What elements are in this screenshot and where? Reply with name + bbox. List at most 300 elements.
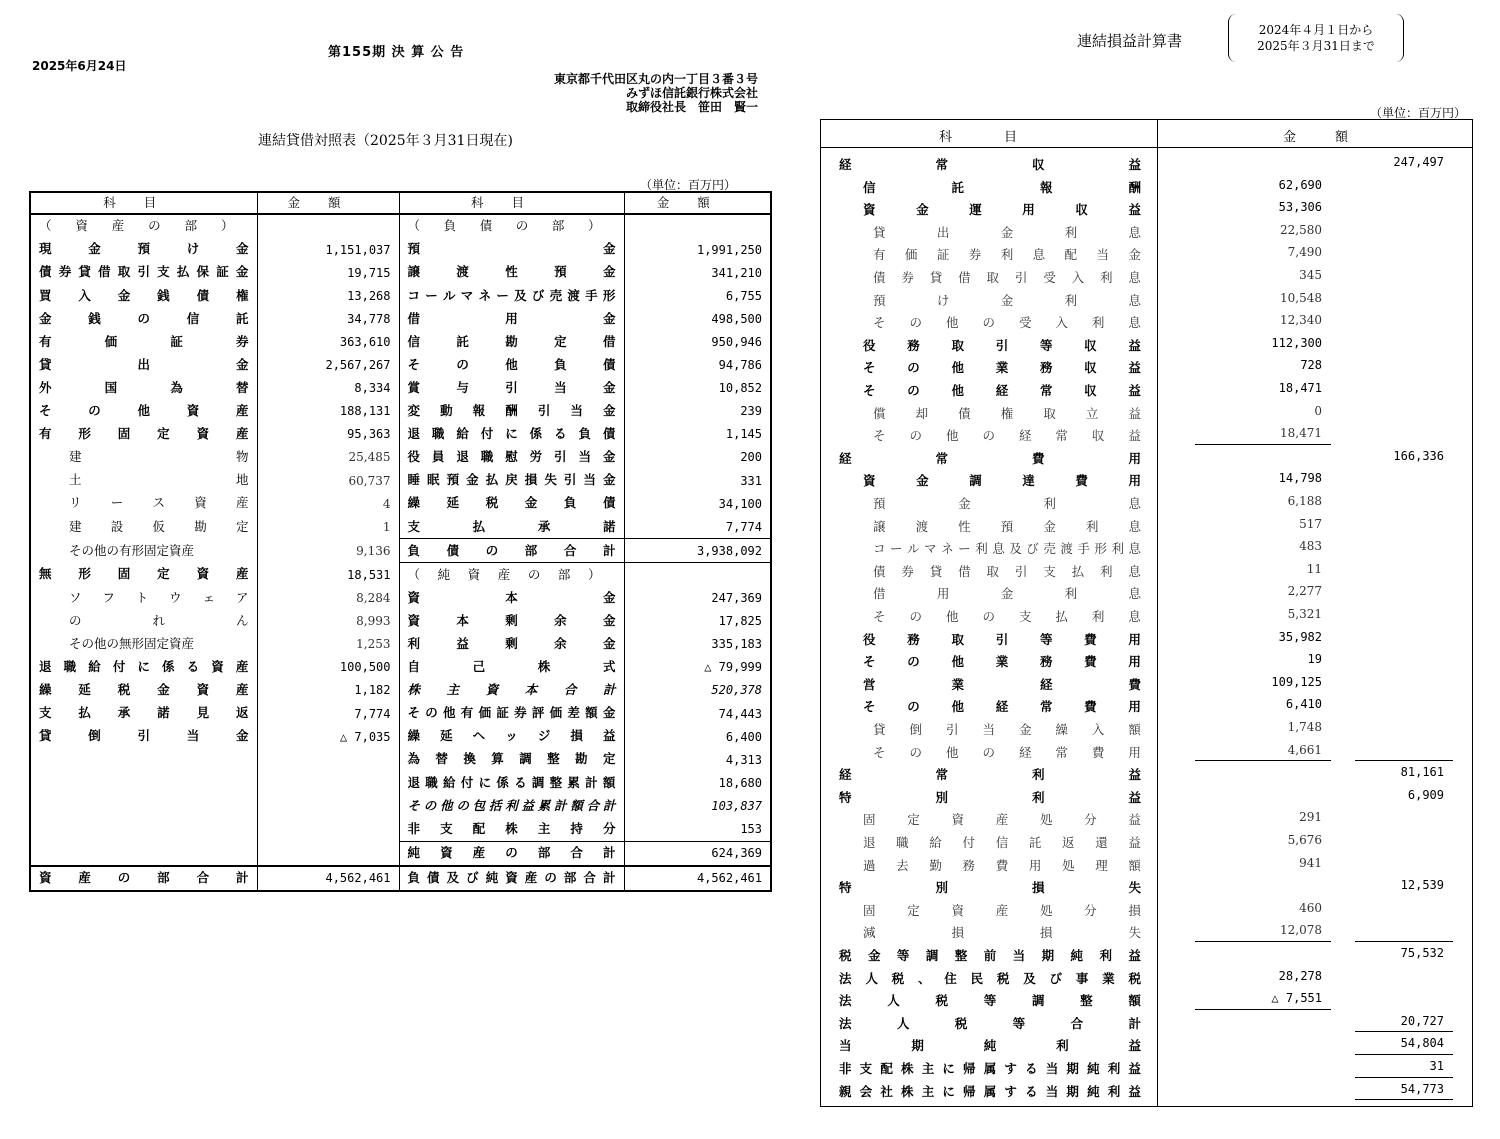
is-amount-total: 247,497 [1393,155,1444,169]
is-amount-detail: 53,306 [1278,200,1322,215]
bs-right-label [399,656,624,679]
bs-amount-text: 100,500 [339,660,391,675]
bs-label-text: 借 用 金 [407,310,616,326]
bs-label-text: 繰 延 税 金 資 産 [39,682,249,698]
is-amount-detail: 941 [1299,855,1322,870]
balance-sheet-title: 連結貸借対照表（2025年３月31日現在) [258,133,513,149]
bs-label-text: 資 本 金 [407,589,616,605]
bs-right-label [399,748,624,771]
company-address: 東京都千代田区丸の内一丁目３番３号 [553,72,758,86]
bs-amount-text: 1,253 [356,637,391,652]
bs-amount-text: 520,378 [711,683,762,698]
income-statement-row [821,151,1474,174]
bs-left-amount [257,563,399,587]
col-item: 科 目 [939,130,1018,145]
col-item-left: 科目 [30,192,257,214]
bs-left-amount [257,515,399,539]
bs-left-amount [257,238,399,261]
bs-label-text: 睡 眠 預 金 払 戻 損 失 引 当 金 [407,472,616,488]
bs-left-label [30,446,257,469]
is-label: そ の 他 の 経 常 収 益 [873,428,1141,444]
is-label: 特 別 損 失 [839,880,1141,896]
bs-right-label [399,725,624,748]
is-label: コ ー ル マ ネ ー 利 息 及 び 売 渡 手 形 利 息 [873,541,1141,557]
bs-label-text: 退 職 給 付 に 係 る 負 債 [407,426,616,442]
bs-left-label [30,679,257,702]
bs-right-amount [624,841,771,866]
bs-amount-text: 239 [740,404,762,419]
bs-label-text: 繰 延 ヘ ッ ジ 損 益 [407,728,616,744]
bs-right-amount [624,771,771,794]
bs-amount-text: 1,151,037 [325,242,391,257]
income-statement-row [821,829,1474,852]
table-row [30,377,771,400]
is-label: そ の 他 業 務 収 益 [863,360,1141,376]
bs-label-text: 外 国 為 替 [39,379,249,395]
bs-label-text: 債 券 貸 借 取 引 支 払 保 証 金 [39,264,249,280]
is-amount-total: 54,804 [1400,1036,1444,1051]
is-amount-total: 31 [1429,1059,1444,1073]
is-amount-detail: 517 [1299,516,1322,531]
is-label: 債 券 貸 借 取 引 支 払 利 息 [873,563,1141,579]
bs-left-label [30,817,257,841]
income-statement-row [821,241,1474,264]
bs-amount-text: 7,774 [725,519,762,534]
bs-label-text: （ 資 産 の 部 ） [39,218,234,234]
balance-sheet-header [30,192,771,214]
bs-label-text: 資 本 剰 余 金 [407,612,616,628]
total-rule [1355,1099,1453,1100]
bs-right-label [399,214,624,238]
is-amount-total: 166,336 [1393,448,1444,463]
is-label: そ の 他 の 支 払 利 息 [873,609,1141,624]
col-amount-left: 金額 [257,192,399,214]
bs-left-amount [257,817,399,841]
is-amount-detail: 62,690 [1278,177,1322,192]
bs-right-label [399,679,624,702]
bs-right-amount [624,446,771,469]
bs-right-amount [624,214,771,238]
bs-amount-text: 18,531 [347,567,391,582]
bs-left-amount [257,469,399,492]
bs-label-text: （ 純 資 産 の 部 ） [407,566,601,582]
bs-label-text: 預 金 [407,241,616,257]
is-label: 役 務 取 引 等 収 益 [863,337,1141,353]
is-amount-detail: 28,278 [1278,968,1322,983]
is-label: 特 別 利 益 [839,789,1141,805]
is-label: 固 定 資 産 処 分 損 [863,902,1141,918]
income-statement-row [821,919,1474,942]
bs-amount-text: 19,715 [347,265,391,280]
bs-label-text: 役 員 退 職 慰 労 引 当 金 [407,449,616,465]
is-amount-detail: 0 [1314,403,1322,418]
bs-right-label [399,400,624,423]
bs-left-amount [257,354,399,377]
bs-right-label [399,610,624,633]
is-label: 預 け 金 利 息 [873,292,1141,308]
balance-sheet-total-row [30,866,771,891]
is-amount-detail: 7,490 [1287,245,1322,260]
table-row [30,841,771,866]
is-amount-detail: 6,188 [1287,494,1322,508]
is-amount-total: 12,539 [1400,878,1444,893]
bs-right-label [399,307,624,330]
income-statement-row [821,987,1474,1010]
publication-date: 2025年6月24日 [32,59,127,73]
bs-amount-text: 7,774 [354,706,391,721]
is-label: 譲 渡 性 預 金 利 息 [873,518,1141,534]
bs-label-text: 土 地 [69,472,249,488]
table-row [30,679,771,702]
is-label: 信 託 報 酬 [863,179,1141,195]
is-amount-detail: 109,125 [1271,674,1322,689]
income-statement-row [821,467,1474,490]
bs-left-label [30,841,257,866]
bs-amount-text: △ 7,035 [339,729,391,744]
bs-amount-text: 94,786 [718,358,762,373]
income-statement-row [821,1032,1474,1055]
col-item-right: 科目 [399,192,624,214]
bs-amount-text: 17,825 [718,614,762,629]
bs-total-liabilities-equity-label: 負 債 及 び 純 資 産 の 部 合 計 [399,866,624,891]
bs-amount-text: 8,284 [356,591,391,606]
income-statement-row [821,558,1474,581]
bs-right-amount [624,238,771,261]
income-statement-row [821,716,1474,739]
income-statement-row [821,1010,1474,1033]
bs-right-label [399,771,624,794]
bs-right-amount [624,354,771,377]
bs-label-text: 金 銭 の 信 託 [39,310,249,326]
is-label: 法 人 税 等 合 計 [839,1015,1141,1031]
is-label: 営 業 経 費 [863,676,1141,692]
bs-label-text: 有 価 証 券 [39,333,249,349]
bs-left-amount [257,748,399,771]
bs-right-label [399,515,624,539]
income-statement-row [821,806,1474,829]
bs-label-text: ソ フ ト ウ ェ ア [69,589,249,605]
bs-right-label [399,817,624,841]
table-row [30,400,771,423]
table-row [30,214,771,238]
bs-right-amount [624,492,771,515]
table-row [30,469,771,492]
bs-label-text: 無 形 固 定 資 産 [39,566,249,582]
is-amount-detail: 14,798 [1278,471,1322,486]
bs-right-amount [624,423,771,446]
table-row [30,261,771,284]
bs-left-amount [257,492,399,515]
is-label: そ の 他 経 常 収 益 [863,383,1141,398]
is-label: 減 損 損 失 [863,925,1141,941]
bs-left-label [30,238,257,261]
bs-right-amount [624,400,771,423]
is-label: そ の 他 業 務 費 用 [863,654,1141,670]
bs-amount-text: △ 79,999 [704,660,762,675]
bs-left-label [30,377,257,400]
income-statement-period [1228,14,1404,62]
bs-left-label [30,587,257,610]
company-info [440,72,758,114]
is-amount-detail: 22,580 [1280,222,1322,237]
bs-left-label [30,725,257,748]
bs-right-label [399,330,624,353]
bs-label-text: そ の 他 の 包 括 利 益 累 計 額 合 計 [407,797,616,813]
bs-amount-text: 1,145 [725,427,762,442]
is-amount-detail: 460 [1299,900,1322,915]
bs-left-amount [257,539,399,563]
bs-left-label [30,633,257,656]
bs-amount-text: 188,131 [339,404,391,419]
bs-right-label [399,446,624,469]
income-statement-row [821,174,1474,197]
is-amount-detail: 4,661 [1287,742,1322,757]
bs-left-amount [257,656,399,679]
bs-total-assets-label: 資 産 の 部 合 計 [30,866,257,891]
bs-label-text: 貸 倒 引 当 金 [39,728,249,744]
table-row [30,515,771,539]
bs-amount-text: 950,946 [711,335,762,350]
is-amount-detail: 112,300 [1271,335,1322,350]
is-label: 法 人 税 、 住 民 税 及 び 事 業 税 [839,970,1141,986]
bs-label-text: 繰 延 税 金 負 債 [407,495,616,511]
is-label: そ の 他 の 経 常 費 用 [873,744,1141,760]
table-row [30,492,771,515]
bs-label-text: リ ー ス 資 産 [69,495,249,511]
table-row [30,702,771,725]
bs-left-label [30,214,257,238]
bs-right-label [399,238,624,261]
bs-right-label [399,261,624,284]
income-statement-row [821,626,1474,649]
income-statement-table [820,119,1473,1107]
table-row [30,563,771,587]
bs-left-amount [257,771,399,794]
bs-right-label [399,423,624,446]
bs-left-label [30,400,257,423]
income-statement-row [821,264,1474,287]
bs-amount-text: 247,369 [711,591,762,606]
income-statement-row [821,1078,1474,1101]
bs-right-amount [624,587,771,610]
income-statement-unit: （単位：百万円） [1370,106,1467,120]
bs-left-amount [257,446,399,469]
bs-right-amount [624,469,771,492]
bs-amount-text: 363,610 [339,335,391,350]
bs-right-amount [624,284,771,307]
bs-label-text: そ の 他 有 価 証 券 評 価 差 額 金 [407,705,616,721]
bs-label-text: 為 替 換 算 調 整 勘 定 [407,751,616,767]
bs-amount-text: 153 [740,821,762,836]
is-label: 経 常 収 益 [839,157,1141,172]
income-statement-row [821,580,1474,603]
bs-total-liabilities-equity-amount: 4,562,461 [624,866,771,891]
bs-amount-text: 331 [740,473,762,488]
bs-label-text: 非 支 配 株 主 持 分 [407,820,616,836]
income-statement-row [821,422,1474,445]
is-label: 経 常 利 益 [839,767,1141,783]
is-amount-detail: 18,471 [1280,426,1322,441]
bs-amount-text: 10,852 [718,381,762,396]
is-label: 預 金 利 息 [873,496,1141,511]
bs-label-text: 純 資 産 の 部 合 計 [407,844,616,860]
bs-label-text: 負 債 の 部 合 計 [407,542,616,558]
is-amount-detail: 11 [1306,561,1322,576]
bs-left-amount [257,633,399,656]
bs-left-amount [257,794,399,817]
table-row [30,748,771,771]
bs-right-amount [624,610,771,633]
bs-left-amount [257,400,399,423]
bs-left-amount [257,423,399,446]
is-label: 貸 倒 引 当 金 繰 入 額 [873,722,1141,737]
income-statement-row [821,648,1474,671]
income-statement-row [821,942,1474,965]
bs-amount-text: 25,485 [348,450,391,465]
bs-label-text: 買 入 金 銭 債 権 [39,287,249,303]
bs-label-text: そ の 他 負 債 [407,356,616,372]
bs-left-amount [257,725,399,748]
income-statement-row [821,196,1474,219]
bs-label-text: の れ ん [69,612,249,628]
bs-right-amount [624,702,771,725]
table-row [30,539,771,563]
bs-label-text: 貸 出 金 [39,356,249,372]
table-row [30,307,771,330]
bs-left-label [30,794,257,817]
bs-left-label [30,702,257,725]
bs-amount-text: 18,680 [718,775,762,790]
income-statement-row [821,693,1474,716]
income-statement-row [821,852,1474,875]
bs-total-assets-amount: 4,562,461 [257,866,399,891]
bs-left-amount [257,377,399,400]
income-statement-row [821,897,1474,920]
bs-left-label [30,469,257,492]
bs-right-amount [624,307,771,330]
bs-right-label [399,702,624,725]
income-statement-row [821,400,1474,423]
bs-amount-text: 1 [382,520,391,535]
income-statement-row [821,490,1474,513]
income-statement-row [821,309,1474,332]
bs-amount-text: 1,182 [354,683,391,698]
is-amount-detail: 35,982 [1278,629,1322,644]
col-amount-right: 金額 [624,192,771,214]
bs-label-text: （ 負 債 の 部 ） [407,218,601,234]
bs-label-text: 支 払 承 諾 見 返 [39,705,249,721]
table-row [30,330,771,353]
income-statement-row [821,287,1474,310]
bs-label-text: 有 形 固 定 資 産 [39,426,249,442]
bs-amount-text: 34,778 [347,311,391,326]
bs-amount-text: 498,500 [711,311,762,326]
bs-amount-text: 4,313 [725,752,762,767]
is-amount-detail: 12,340 [1280,313,1322,328]
table-row [30,238,771,261]
bs-label-text: 自 己 株 式 [407,659,616,675]
bs-label-text: 信 託 勘 定 借 [407,333,616,349]
bs-right-amount [624,679,771,702]
bs-left-amount [257,330,399,353]
table-row [30,633,771,656]
bs-amount-text: 200 [740,450,762,465]
document-title: 第155期 決 算 公 告 [328,45,465,60]
bs-left-label [30,539,257,563]
bs-right-label [399,633,624,656]
bs-amount-text: 4 [382,496,391,511]
bs-left-label [30,748,257,771]
bs-amount-text: 8,334 [354,381,391,396]
bs-right-label [399,284,624,307]
bs-right-label [399,469,624,492]
table-row [30,725,771,748]
bs-right-amount [624,633,771,656]
bs-right-amount [624,330,771,353]
income-statement-row [821,513,1474,536]
period-to: 2025年３月31日まで [1257,39,1375,53]
bs-amount-text: 74,443 [718,706,762,721]
table-row [30,446,771,469]
is-label: 法 人 税 等 調 整 額 [839,993,1141,1009]
bs-right-label [399,841,624,866]
is-label: 債 券 貸 借 取 引 受 入 利 息 [873,270,1141,285]
is-amount-detail: 1,748 [1287,720,1322,734]
is-amount-total: 75,532 [1400,946,1444,960]
is-amount-detail: 2,277 [1287,584,1322,599]
income-statement-row [821,354,1474,377]
is-label: 退 職 給 付 信 託 返 還 益 [863,835,1141,850]
table-row [30,771,771,794]
income-statement-row [821,739,1474,762]
bs-right-amount [624,563,771,587]
table-row [30,423,771,446]
income-statement-row [821,874,1474,897]
bs-label-text: 退 職 給 付 に 係 る 調 整 累 計 額 [407,774,616,790]
income-statement-row [821,1055,1474,1078]
is-label: 有 価 証 券 利 息 配 当 金 [873,247,1141,263]
is-label: そ の 他 経 常 費 用 [863,699,1141,715]
bs-left-amount [257,841,399,866]
table-row [30,354,771,377]
bs-amount-text: 60,737 [348,473,391,488]
is-amount-detail: 483 [1299,539,1322,554]
bs-label-text: 建 物 [69,449,249,465]
bs-amount-text: 9,136 [356,543,391,558]
bs-left-amount [257,307,399,330]
is-amount-detail: 345 [1299,268,1322,282]
bs-amount-text: 6,755 [725,288,762,303]
bs-left-label [30,492,257,515]
is-amount-detail: 12,078 [1280,923,1322,938]
is-label: 資 金 運 用 収 益 [863,202,1141,218]
balance-sheet-table [29,191,772,892]
is-amount-total: 6,909 [1407,787,1444,802]
is-label: 当 期 純 利 益 [839,1038,1141,1054]
bs-left-label [30,515,257,539]
bs-label-text: 株 主 資 本 合 計 [407,682,616,698]
bs-right-label [399,377,624,400]
bs-label-text: その他の無形固定資産 [69,635,195,651]
bs-right-amount [624,725,771,748]
income-statement-row [821,377,1474,400]
is-label: 役 務 取 引 等 費 用 [863,631,1141,647]
bs-left-label [30,423,257,446]
is-label: 償 却 債 権 取 立 益 [873,405,1141,421]
bs-amount-text: 6,400 [725,729,762,744]
bs-left-label [30,284,257,307]
bs-left-amount [257,679,399,702]
